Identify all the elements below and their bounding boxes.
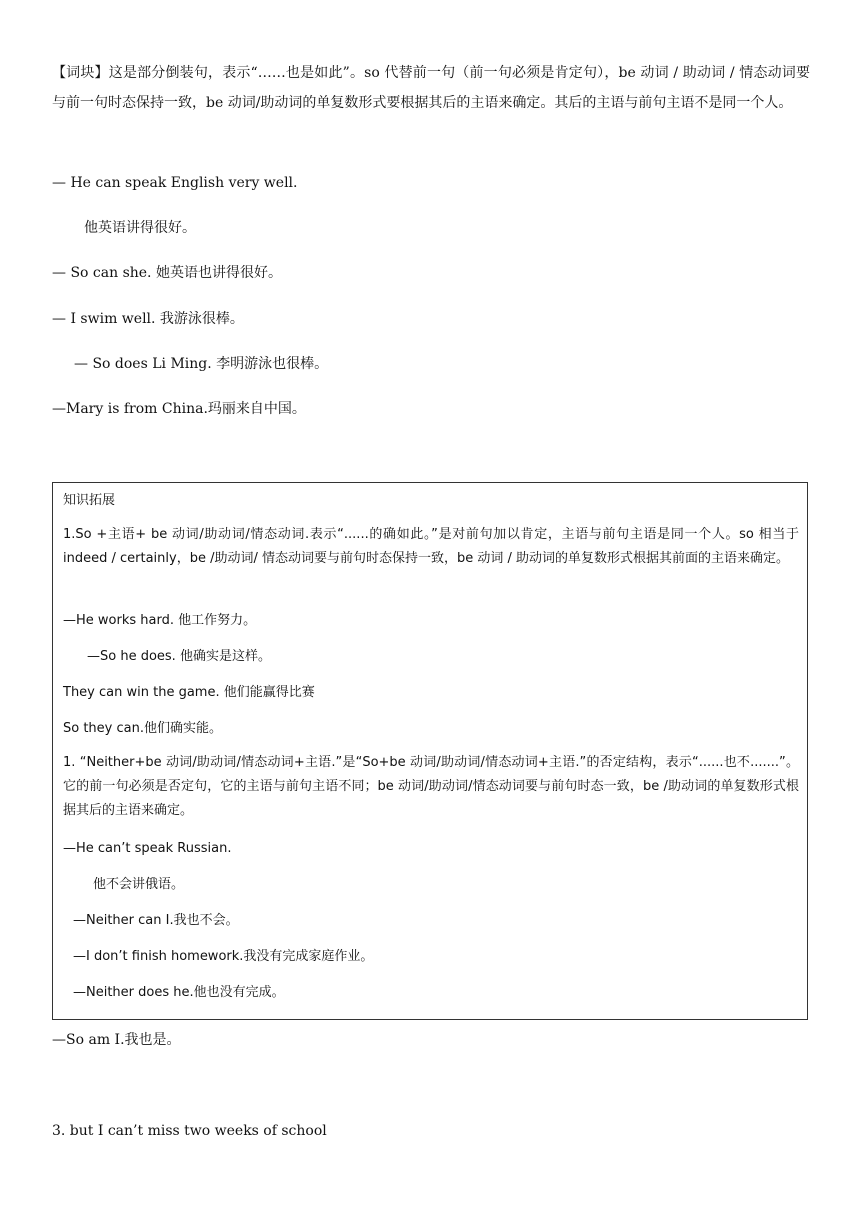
box-example-line: —He works hard. 他工作努力。 — [63, 613, 257, 628]
box-example-line: —Neither does he.他也没有完成。 — [73, 985, 285, 1000]
box-point-2: 1. “Neither+be 动词/助动词/情态动词+主语.”是“So+be 动词/助动词/情态动词+主语.”的否定结构，表示“......也不.......”。它的前一句必须是否定句，它的主语与前句主语不同；be 动词/助动词/情态动词要与前句时态一致，be /助动词的单复数形式根据其后的主语来确定。 — [63, 755, 799, 818]
box-example-line: —I don’t finish homework.我没有完成家庭作业。 — [73, 949, 374, 964]
example-line: 他英语讲得很好。 — [84, 220, 196, 236]
box-example-line: —He can’t speak Russian. — [63, 841, 232, 856]
box-example-line: So they can.他们确实能。 — [63, 721, 222, 736]
example-line: — I swim well. 我游泳很棒。 — [52, 311, 244, 327]
box-example-line: They can win the game. 他们能赢得比赛 — [63, 685, 315, 700]
box-point-1: 1.So +主语+ be 动词/助动词/情态动词.表示“......的确如此。”是对前句加以肯定，主语与前句主语是同一个人。so 相当于 indeed / certainly，be /助动词/ 情态动词要与前句时态保持一致，be 动词 / 助动词的单复数形式根据其前面的主语来确定。 — [63, 527, 799, 566]
box-example-line: —So he does. 他确实是这样。 — [87, 649, 271, 664]
item-3-heading: 3. but I can’t miss two weeks of school — [52, 1123, 327, 1139]
example-line: — He can speak English very well. — [52, 175, 298, 191]
example-line: —Mary is from China.玛丽来自中国。 — [52, 401, 306, 417]
box-example-line: 他不会讲俄语。 — [93, 877, 185, 892]
box-example-line: —Neither can I.我也不会。 — [73, 913, 239, 928]
knowledge-extension-box — [52, 482, 808, 1020]
example-line: — So can she. 她英语也讲得很好。 — [52, 265, 282, 281]
intro-paragraph: 【词块】这是部分倒装句，表示“……也是如此”。so 代替前一句（前一句必须是肯定句），be 动词 / 助动词 / 情态动词要与前一句时态保持一致，be 动词/助动词的单复数形式要根据其后的主语来确定。其后的主语与前句主语不是同一个人。 — [52, 65, 810, 111]
box-title: 知识拓展 — [63, 493, 116, 508]
after-box-line: —So am I.我也是。 — [52, 1032, 181, 1048]
example-line: — So does Li Ming. 李明游泳也很棒。 — [74, 356, 329, 372]
